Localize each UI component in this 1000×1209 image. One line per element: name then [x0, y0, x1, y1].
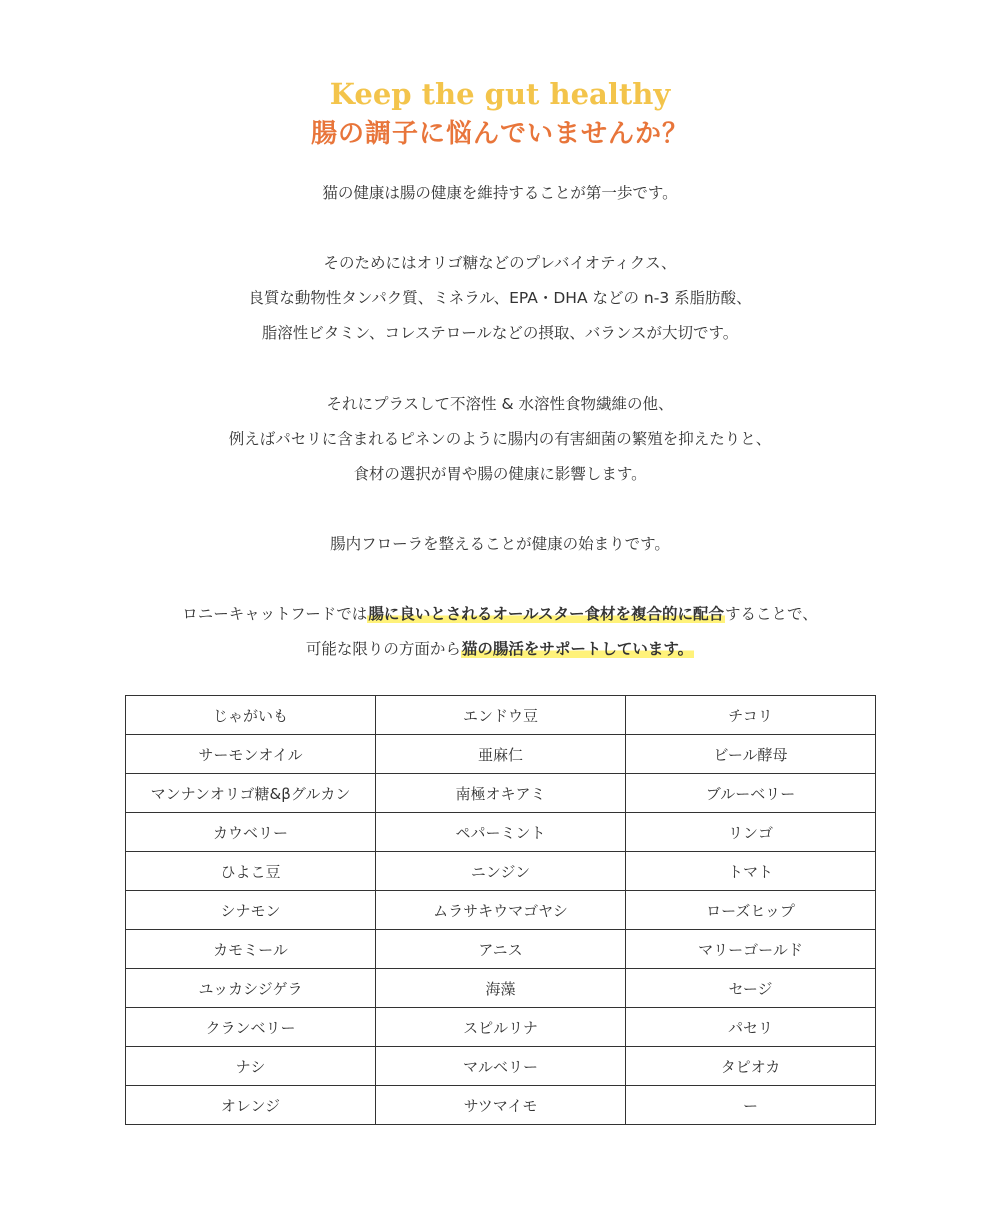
table-cell: ー — [626, 1086, 876, 1125]
table-cell: サツマイモ — [376, 1086, 626, 1125]
table-cell: ニンジン — [376, 852, 626, 891]
table-row — [126, 1047, 876, 1086]
table-cell: アニス — [376, 930, 626, 969]
table-cell: リンゴ — [626, 813, 876, 852]
table-row — [126, 852, 876, 891]
table-cell: 南極オキアミ — [376, 774, 626, 813]
paragraph-line: 猫の健康は腸の健康を維持することが第一歩です。 — [322, 184, 678, 202]
table-cell: サーモンオイル — [126, 735, 376, 774]
table-cell: マンナンオリゴ糖&βグルカン — [126, 774, 376, 813]
paragraph-line: そのためにはオリゴ糖などのプレバイオティクス、 — [323, 254, 677, 272]
table-cell: マリーゴールド — [626, 930, 876, 969]
table-cell: セージ — [626, 969, 876, 1008]
paragraph-line: 良質な動物性タンパク質、ミネラル、EPA・DHA などの n-3 系脂肪酸、 — [248, 289, 752, 307]
table-row — [126, 813, 876, 852]
intro-paragraph — [0, 176, 1000, 211]
table-cell: パセリ — [626, 1008, 876, 1047]
paragraph-line: 例えばパセリに含まれるピネンのように腸内の有害細菌の繁殖を抑えたりと、 — [228, 430, 772, 448]
table-row — [126, 969, 876, 1008]
section-title: 腸の調子に悩んでいませんか？ — [310, 119, 689, 149]
highlighted-text: 猫の腸活をサポートしています。 — [461, 640, 694, 658]
paragraph-line: 腸内フローラを整えることが健康の始まりです。 — [330, 535, 670, 553]
table-cell: じゃがいも — [126, 696, 376, 735]
table-cell: クランベリー — [126, 1008, 376, 1047]
table-cell: ビール酵母 — [626, 735, 876, 774]
table-cell: エンドウ豆 — [376, 696, 626, 735]
table-cell: マルベリー — [376, 1047, 626, 1086]
table-cell: 亜麻仁 — [376, 735, 626, 774]
table-cell: 海藻 — [376, 969, 626, 1008]
flora-paragraph — [0, 527, 1000, 562]
paragraph-line: 食材の選択が胃や腸の健康に影響します。 — [353, 465, 647, 483]
table-cell: オレンジ — [126, 1086, 376, 1125]
table-row — [126, 1008, 876, 1047]
ingredients-table-body — [126, 696, 876, 1125]
table-cell: トマト — [626, 852, 876, 891]
nutrition-paragraph — [0, 246, 1000, 351]
table-cell: ローズヒップ — [626, 891, 876, 930]
highlighted-text: 腸に良いとされるオールスター食材を複合的に配合 — [368, 605, 725, 623]
table-cell: ひよこ豆 — [126, 852, 376, 891]
table-cell: カモミール — [126, 930, 376, 969]
paragraph-line — [0, 597, 1000, 632]
table-cell: カウベリー — [126, 813, 376, 852]
table-cell: チコリ — [626, 696, 876, 735]
table-row — [126, 1086, 876, 1125]
table-cell: ムラサキウマゴヤシ — [376, 891, 626, 930]
text-segment: 可能な限りの方面から — [305, 640, 461, 658]
paragraph-line: 脂溶性ビタミン、コレステロールなどの摂取、バランスが大切です。 — [261, 324, 739, 342]
highlight-paragraph — [0, 597, 1000, 667]
table-cell: ナシ — [126, 1047, 376, 1086]
text-segment: ロニーキャットフードでは — [182, 605, 368, 623]
text-segment: することで、 — [725, 605, 818, 623]
table-row — [126, 774, 876, 813]
table-row — [126, 930, 876, 969]
section-subtitle-en: Keep the gut healthy — [329, 77, 671, 111]
table-cell: ユッカシジゲラ — [126, 969, 376, 1008]
paragraph-line — [0, 632, 1000, 667]
table-cell: タピオカ — [626, 1047, 876, 1086]
fiber-paragraph — [0, 387, 1000, 492]
table-row — [126, 891, 876, 930]
table-cell: スピルリナ — [376, 1008, 626, 1047]
ingredients-table — [125, 695, 876, 1125]
table-cell: ペパーミント — [376, 813, 626, 852]
table-cell: シナモン — [126, 891, 376, 930]
table-row — [126, 696, 876, 735]
table-row — [126, 735, 876, 774]
paragraph-line: それにプラスして不溶性 & 水溶性食物繊維の他、 — [326, 395, 674, 413]
table-cell: ブルーベリー — [626, 774, 876, 813]
